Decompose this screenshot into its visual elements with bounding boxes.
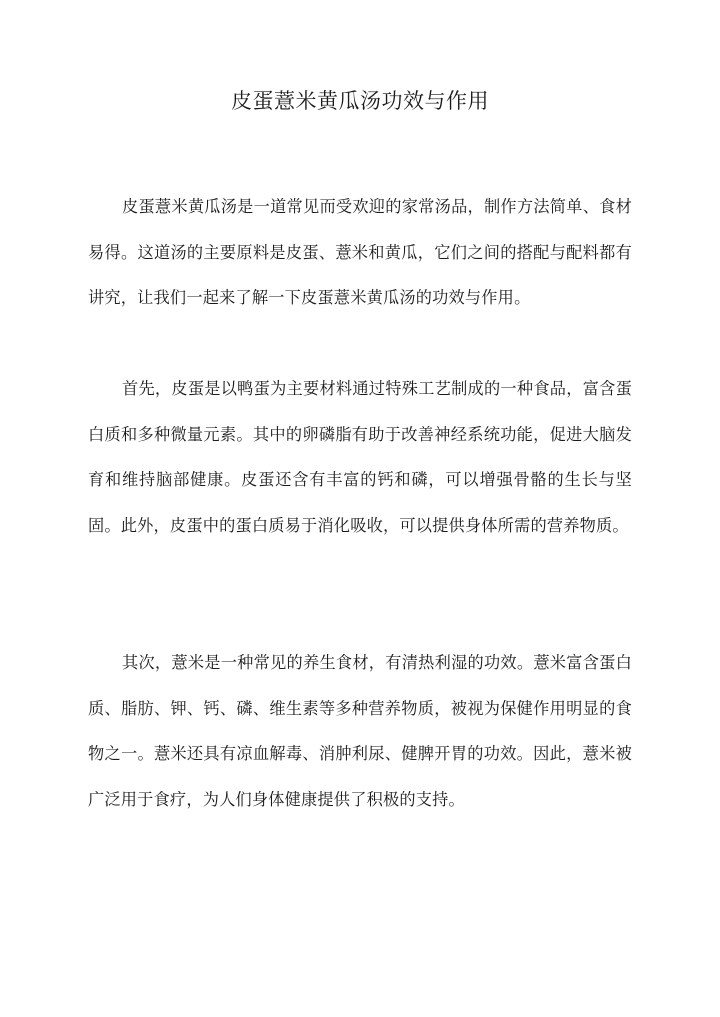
paragraph-yimi: 其次，薏米是一种常见的养生食材，有清热利湿的功效。薏米富含蛋白质、脂肪、钾、钙、磷、维生素等多种营养物质，被视为保健作用明显的食物之一。薏米还具有凉血解毒、消肿利尿、健脾开胃的功效。因此，薏米被广泛用于食疗，为人们身体健康提供了积极的支持。	[88, 653, 632, 809]
paragraph-pidan: 首先，皮蛋是以鸭蛋为主要材料通过特殊工艺制成的一种食品，富含蛋白质和多种微量元素。其中的卵磷脂有助于改善神经系统功能，促进大脑发育和维持脑部健康。皮蛋还含有丰富的钙和磷，可以增强骨骼的生长与坚固。此外，皮蛋中的蛋白质易于消化吸收，可以提供身体所需的营养物质。	[88, 379, 632, 535]
paragraph-intro: 皮蛋薏米黄瓜汤是一道常见而受欢迎的家常汤品，制作方法简单、食材易得。这道汤的主要原料是皮蛋、薏米和黄瓜，它们之间的搭配与配料都有讲究，让我们一起来了解一下皮蛋薏米黄瓜汤的功效与作用。	[88, 197, 632, 307]
document-title: 皮蛋薏米黄瓜汤功效与作用	[231, 89, 489, 113]
